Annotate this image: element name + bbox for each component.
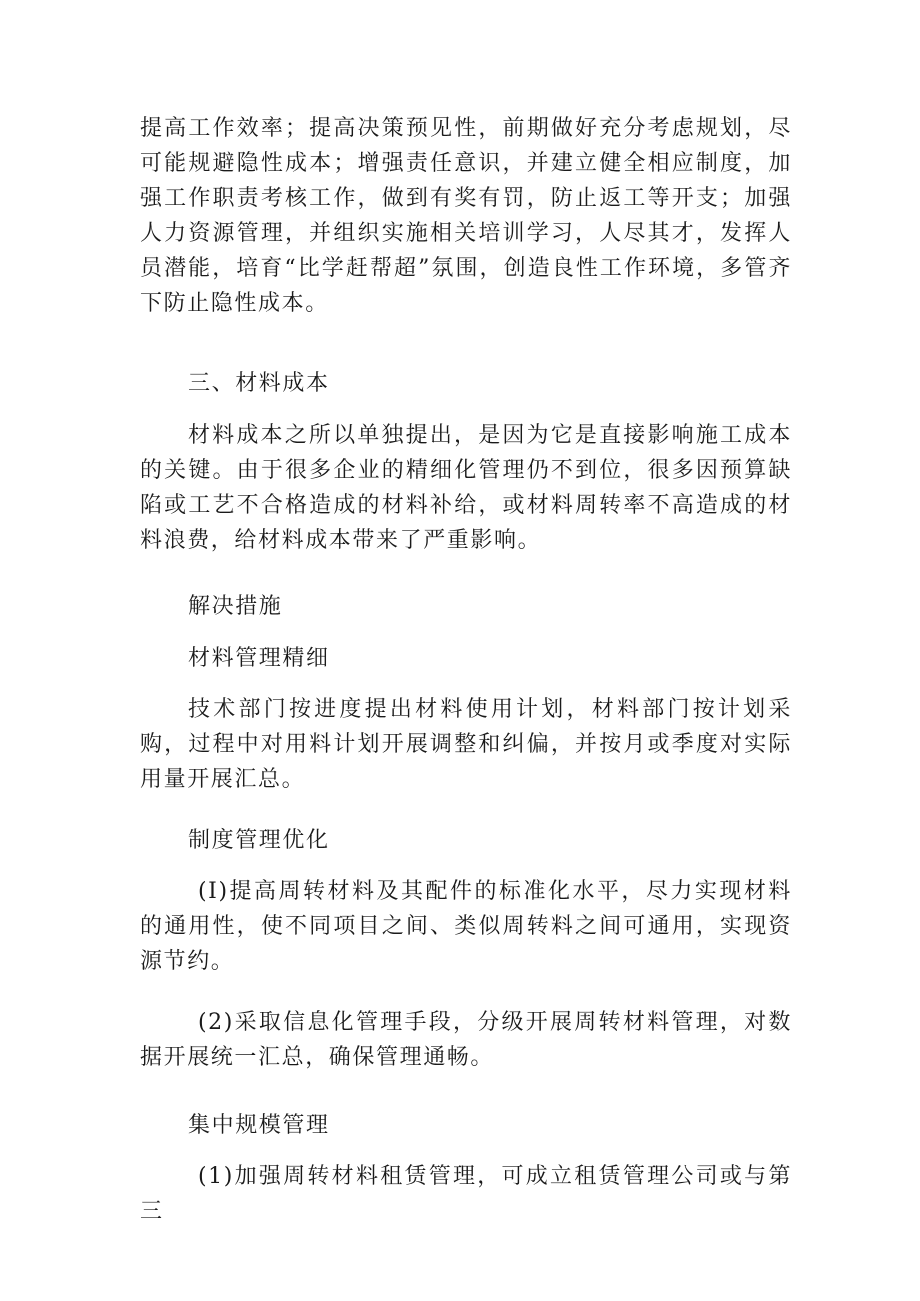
subheading-fine-management: 材料管理精细: [188, 646, 330, 671]
section-heading-material-cost: 三、材料成本: [188, 371, 330, 396]
paragraph-material-cost-intro: 材料成本之所以单独提出，是因为它是直接影响施工成本的关键。由于很多企业的精细化管理仍不到位，很多因预算缺陷或工艺不合格造成的材料补给，或材料周转率不高造成的材料浪费，给材料成本带来了严重影响。: [140, 423, 792, 553]
paragraph-standardization: (I)提高周转材料及其配件的标准化水平，尽力实现材料的通用性，使不同项目之间、类似周转料之间可通用，实现资源节约。: [140, 879, 792, 974]
subheading-centralized-management: 集中规模管理: [188, 1113, 330, 1138]
paragraph-hidden-cost-measures: 提高工作效率；提高决策预见性，前期做好充分考虑规划，尽可能规避隐性成本；增强责任意识，并建立健全相应制度，加强工作职责考核工作，做到有奖有罚，防止返工等开支；加强人力资源管理，并组织实施相关培训学习，人尽其才，发挥人员潜能，培育“比学赶帮超”氛围，创造良性工作环境，多管齐下防止隐性成本。: [140, 116, 792, 316]
paragraph-leasing-management: (1)加强周转材料租赁管理，可成立租赁管理公司或与第三: [140, 1164, 792, 1224]
subheading-system-optimization: 制度管理优化: [188, 828, 330, 853]
paragraph-material-plan: 技术部门按进度提出材料使用计划，材料部门按计划采购，过程中对用料计划开展调整和纠偏，并按月或季度对实际用量开展汇总。: [140, 697, 792, 792]
subheading-solutions: 解决措施: [188, 594, 283, 619]
paragraph-informatization: (2)采取信息化管理手段，分级开展周转材料管理，对数据开展统一汇总，确保管理通畅。: [140, 1010, 792, 1070]
